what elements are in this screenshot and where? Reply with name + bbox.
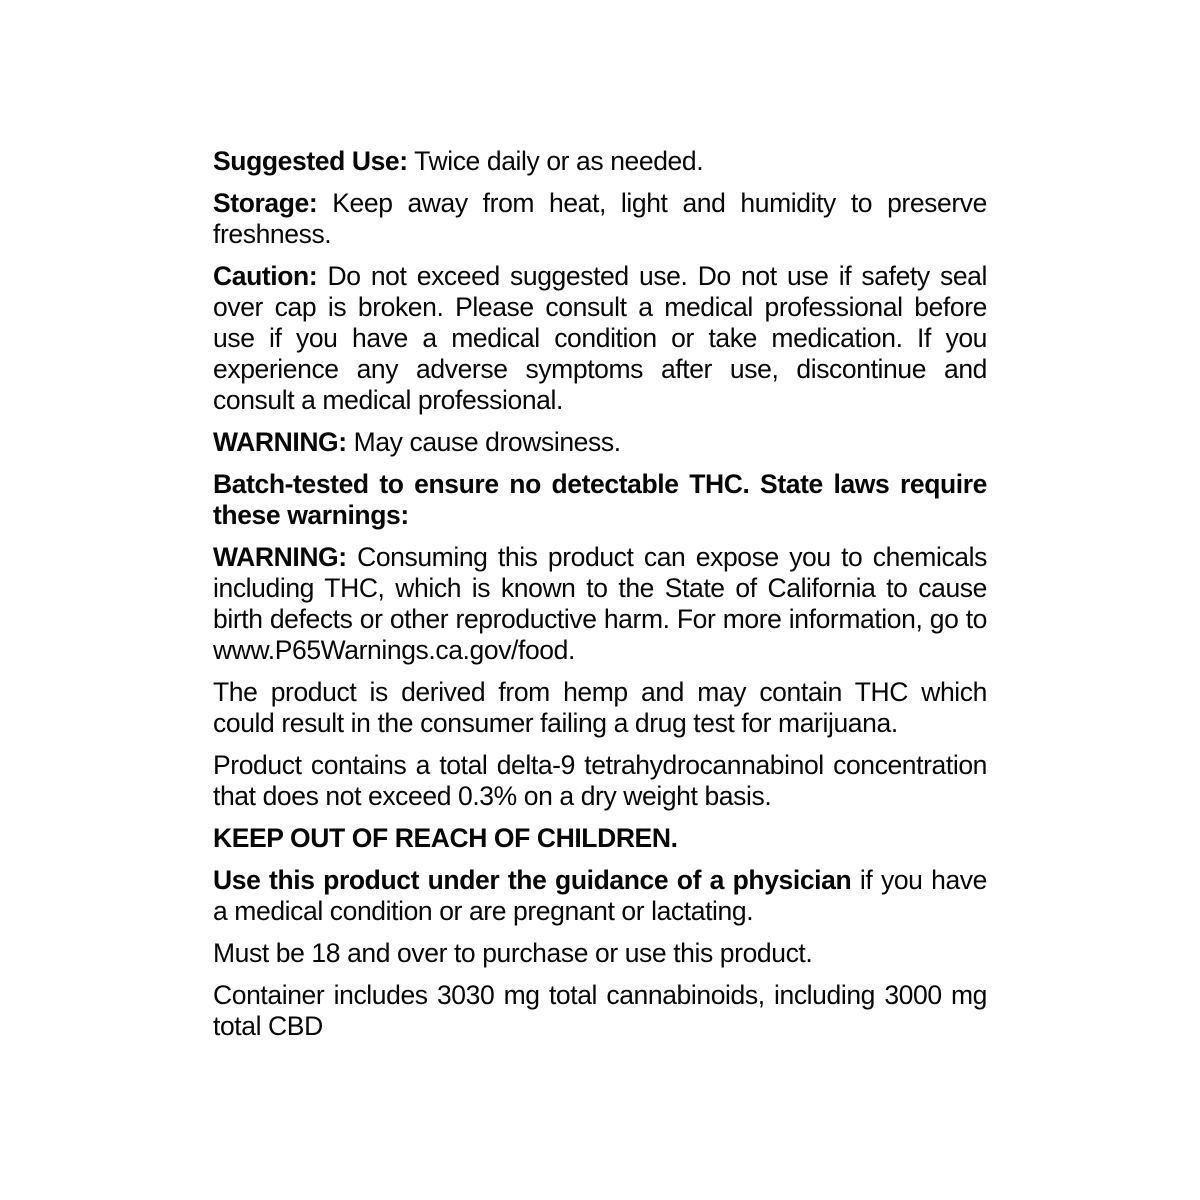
caution-label: Caution: [213, 261, 318, 291]
physician-guidance-text: if you have a medical condition or are pregnant or lactating. [213, 865, 987, 926]
suggested-use-paragraph [213, 146, 987, 177]
age-restriction-paragraph [213, 938, 987, 969]
storage-label: Storage: [213, 188, 318, 218]
caution-text: Do not exceed suggested use. Do not use if safety seal over cap is broken. Please consult a medical professional before use if you have a medical condition or take medication. If you experience any adverse symptoms after use, discontinue and consult a medical professional. [213, 261, 987, 415]
hemp-derived-text: The product is derived from hemp and may contain THC which could result in the consumer failing a drug test for marijuana. [213, 677, 987, 738]
prop65-warning-text: Consuming this product can expose you to chemicals including THC, which is known to the State of California to cause birth defects or other reproductive harm. For more information, go to www.P65Warnings.ca.gov/food. [213, 542, 987, 665]
batch-tested-text: Batch-tested to ensure no detectable THC. State laws require these warnings: [213, 469, 987, 530]
warning-drowsiness-paragraph [213, 427, 987, 458]
keep-out-of-reach-text: KEEP OUT OF REACH OF CHILDREN. [213, 823, 678, 853]
batch-tested-heading [213, 469, 987, 531]
age-restriction-text: Must be 18 and over to purchase or use this product. [213, 938, 813, 968]
prop65-warning-paragraph [213, 542, 987, 666]
warning-drowsiness-label: WARNING: [213, 427, 347, 457]
cannabinoid-content-paragraph [213, 980, 987, 1042]
storage-text: Keep away from heat, light and humidity to preserve freshness. [213, 188, 987, 249]
delta9-concentration-text: Product contains a total delta-9 tetrahydrocannabinol concentration that does not exceed 0.3% on a dry weight basis. [213, 750, 987, 811]
physician-guidance-paragraph [213, 865, 987, 927]
suggested-use-text: Twice daily or as needed. [407, 146, 704, 176]
physician-guidance-label: Use this product under the guidance of a physician [213, 865, 852, 895]
warning-drowsiness-text: May cause drowsiness. [346, 427, 621, 457]
keep-out-of-reach-heading [213, 823, 987, 854]
caution-paragraph [213, 261, 987, 416]
storage-paragraph [213, 188, 987, 250]
label-text-block [213, 146, 987, 1053]
hemp-derived-paragraph [213, 677, 987, 739]
suggested-use-label: Suggested Use: [213, 146, 408, 176]
prop65-warning-label: WARNING: [213, 542, 347, 572]
delta9-concentration-paragraph [213, 750, 987, 812]
cannabinoid-content-text: Container includes 3030 mg total cannabinoids, including 3000 mg total CBD [213, 980, 987, 1041]
